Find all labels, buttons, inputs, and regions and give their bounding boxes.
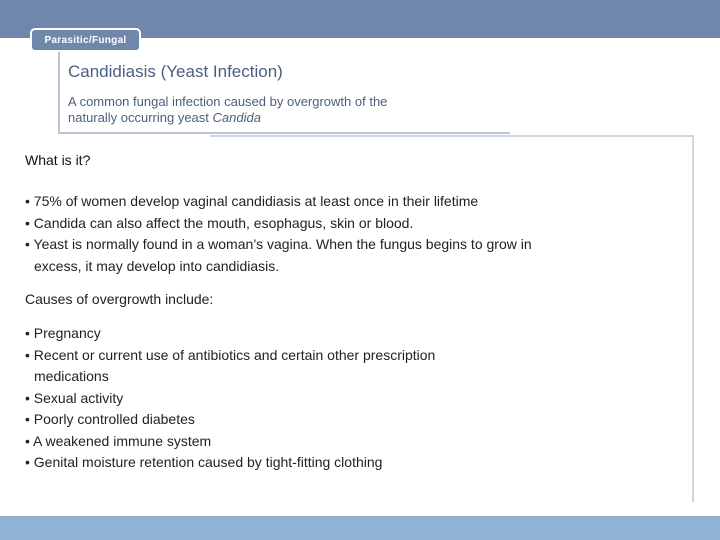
list-item: • Poorly controlled diabetes (25, 409, 495, 431)
causes-bullet-list (25, 323, 495, 474)
list-item: • Pregnancy (25, 323, 495, 345)
list-item: • Recent or current use of antibiotics and certain other prescription medications (25, 345, 495, 388)
section-heading: What is it? (25, 152, 91, 168)
page-title: Candidiasis (Yeast Infection) (68, 62, 283, 81)
content-border-right (692, 135, 694, 502)
subtitle-text: A common fungal infection caused by overgrowth of the naturally occurring yeast (68, 94, 388, 125)
content-border-top (210, 135, 694, 137)
list-item: • A weakened immune system (25, 431, 495, 453)
list-item: • Yeast is normally found in a woman’s vagina. When the fungus begins to grow in excess, it may develop into candidiasis. (25, 234, 565, 277)
page-subtitle (68, 94, 428, 126)
header-divider-vertical (58, 52, 60, 134)
overview-bullet-list (25, 191, 565, 277)
subtitle-italic-term: Candida (212, 110, 261, 125)
list-item: • Genital moisture retention caused by tight-fitting clothing (25, 452, 495, 474)
list-item: • Candida can also affect the mouth, esophagus, skin or blood. (25, 213, 565, 235)
list-item: • 75% of women develop vaginal candidiasis at least once in their lifetime (25, 191, 565, 213)
header-divider-horizontal (58, 132, 510, 134)
category-tab: Parasitic/Fungal (30, 28, 141, 52)
bottom-banner (0, 516, 720, 540)
list-item: • Sexual activity (25, 388, 495, 410)
causes-heading: Causes of overgrowth include: (25, 291, 214, 307)
